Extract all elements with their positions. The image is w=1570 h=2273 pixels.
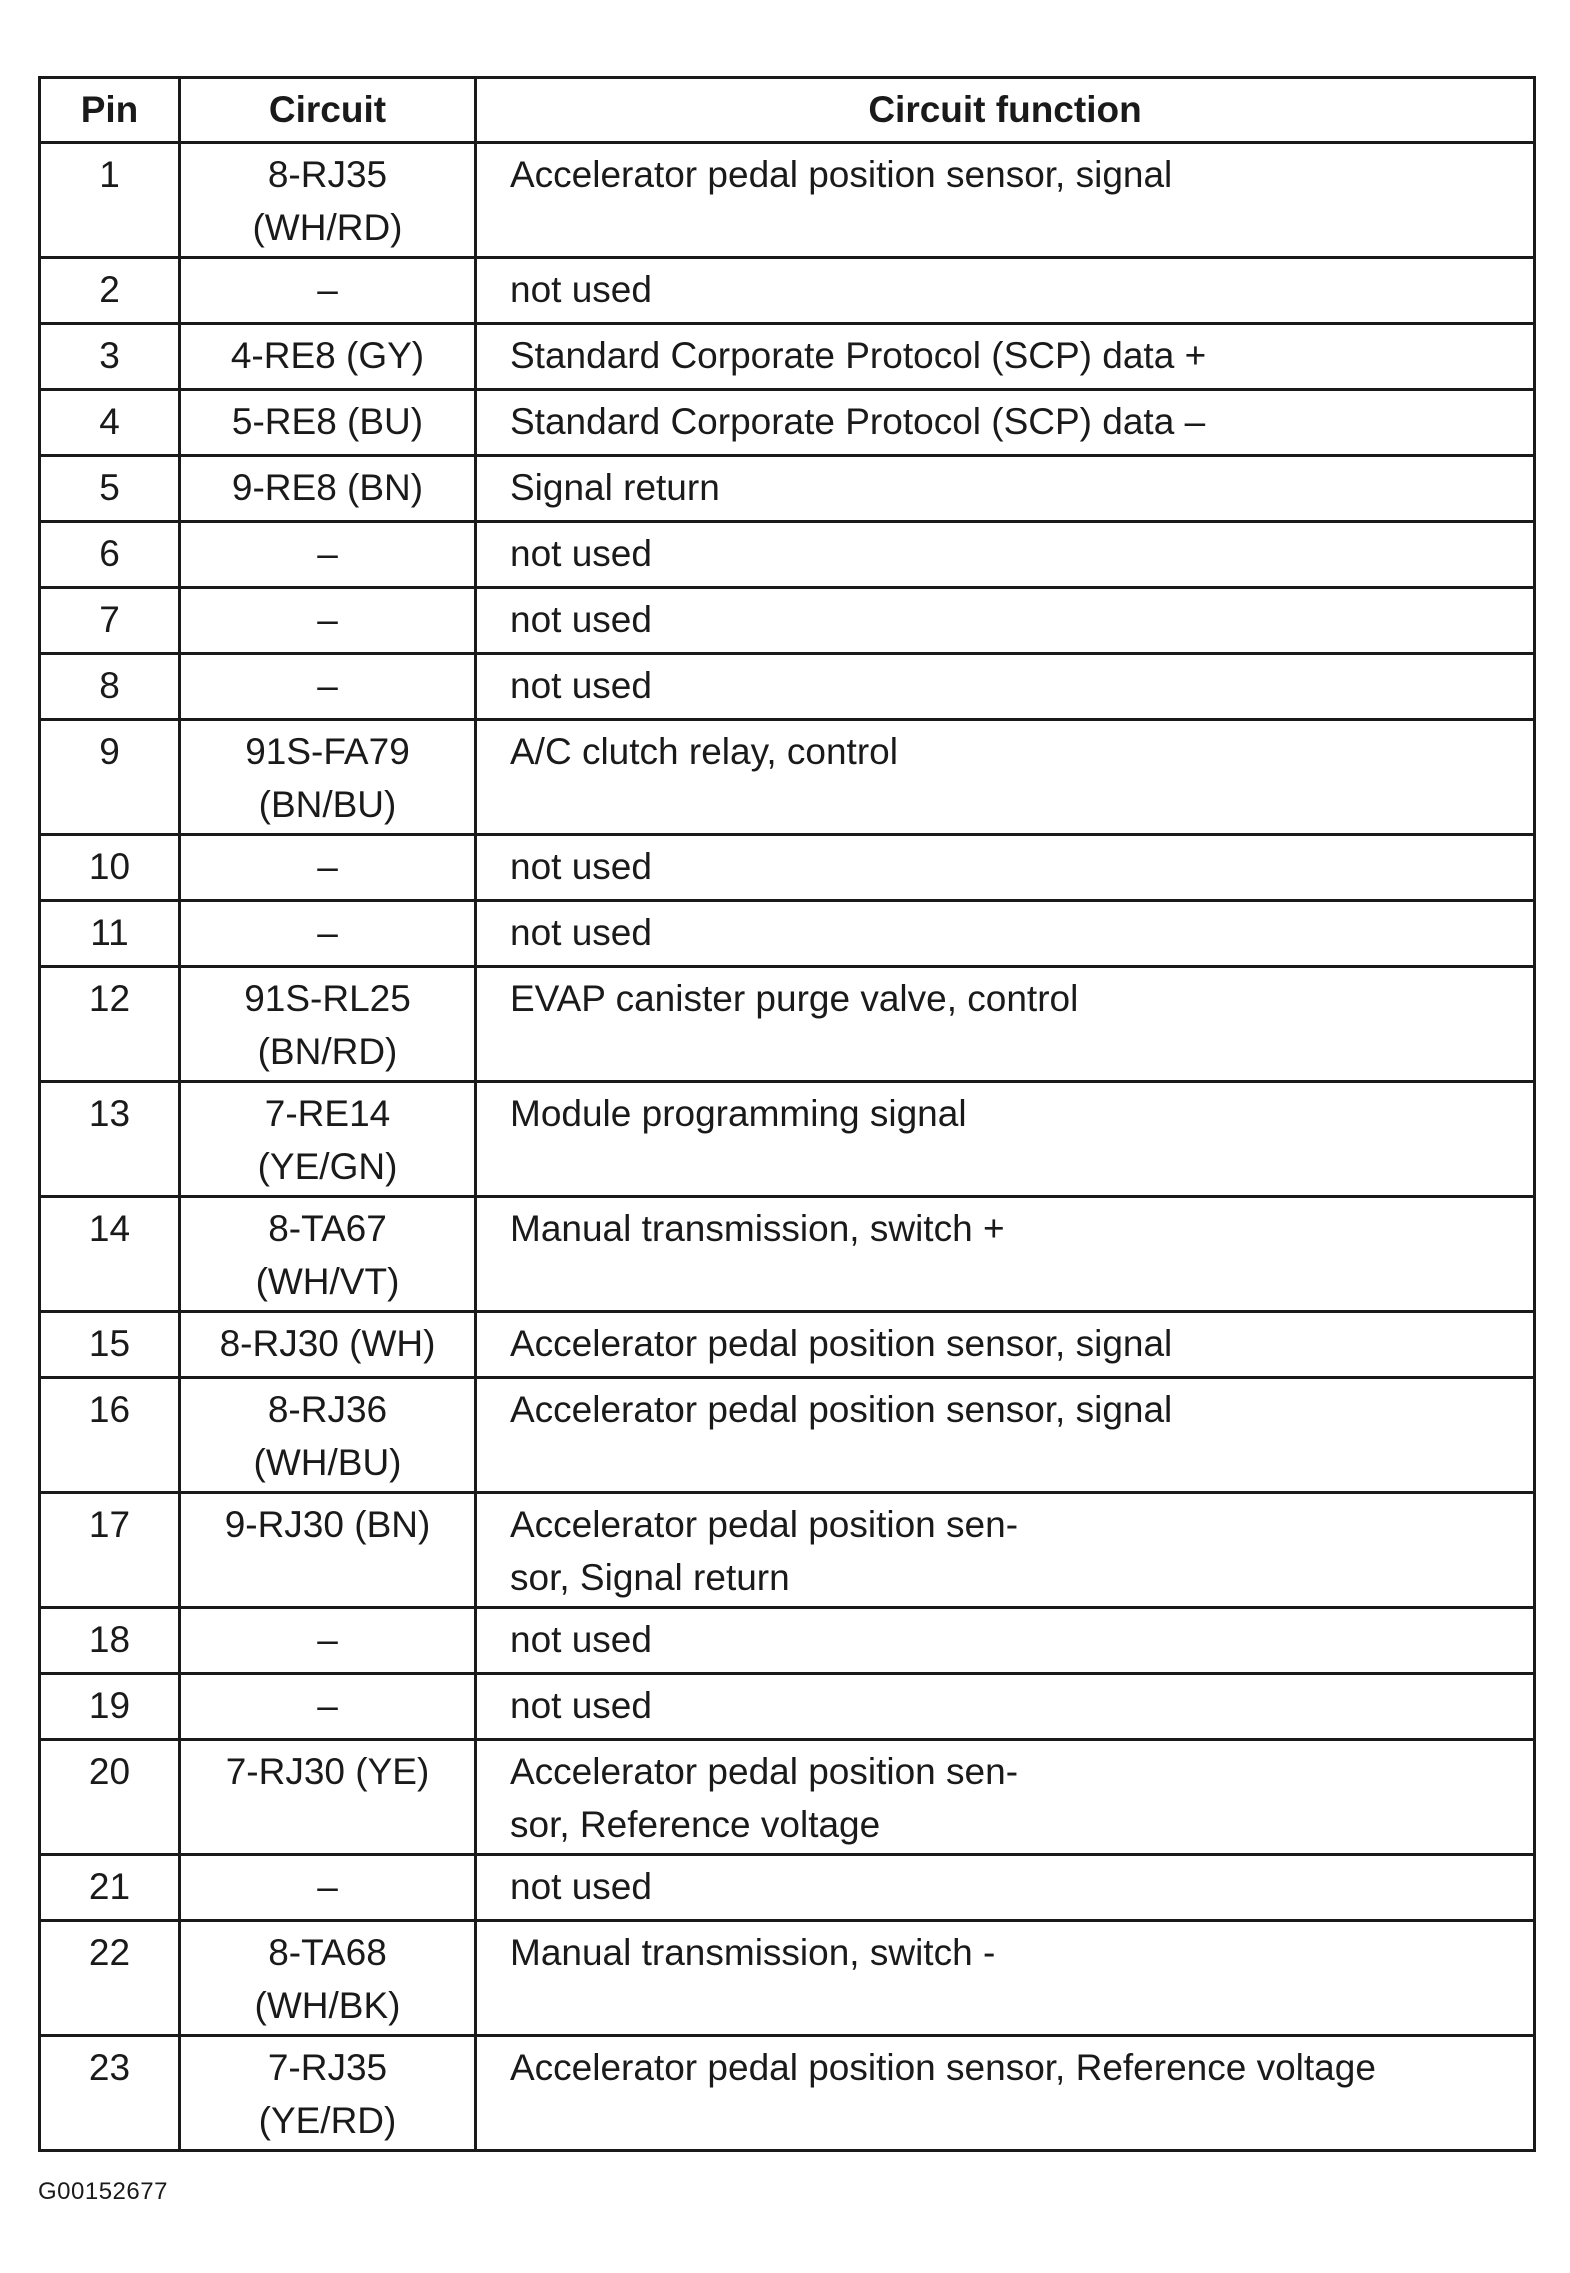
circuit-line: (BN/RD) bbox=[257, 1031, 398, 1072]
circuit-cell bbox=[180, 1493, 476, 1608]
circuit-line: 8-RJ36 bbox=[267, 1389, 388, 1430]
function-line: not used bbox=[510, 1685, 652, 1726]
table-row bbox=[40, 1378, 1535, 1493]
function-line: A/C clutch relay, control bbox=[510, 731, 898, 772]
table-row bbox=[40, 1312, 1535, 1378]
circuit-line: 4-RE8 (GY) bbox=[230, 335, 425, 376]
pin-cell: 20 bbox=[40, 1740, 180, 1855]
table-row bbox=[40, 522, 1535, 588]
circuit-line: 91S-FA79 bbox=[245, 731, 410, 772]
circuit-line: 9-RE8 (BN) bbox=[231, 467, 424, 508]
function-line: Manual transmission, switch + bbox=[510, 1208, 1005, 1249]
function-cell bbox=[476, 1740, 1535, 1855]
function-line: not used bbox=[510, 665, 652, 706]
circuit-line: – bbox=[317, 269, 338, 310]
circuit-line: 91S-RL25 bbox=[244, 978, 411, 1019]
circuit-cell bbox=[180, 390, 476, 456]
function-line: Accelerator pedal position sensor, signal bbox=[510, 154, 1173, 195]
table-row bbox=[40, 967, 1535, 1082]
header-row bbox=[40, 78, 1535, 143]
pin-cell: 5 bbox=[40, 456, 180, 522]
pin-cell: 3 bbox=[40, 324, 180, 390]
function-line: Manual transmission, switch - bbox=[510, 1932, 996, 1973]
function-cell bbox=[476, 901, 1535, 967]
circuit-cell bbox=[180, 1197, 476, 1312]
table-row bbox=[40, 901, 1535, 967]
circuit-line: (WH/BU) bbox=[253, 1442, 402, 1483]
function-line: Accelerator pedal position sensor, Reference voltage bbox=[510, 2047, 1376, 2088]
table-row bbox=[40, 1608, 1535, 1674]
function-cell bbox=[476, 522, 1535, 588]
circuit-line: – bbox=[317, 533, 338, 574]
circuit-line: – bbox=[317, 1866, 338, 1907]
function-line: Standard Corporate Protocol (SCP) data – bbox=[510, 401, 1206, 442]
function-line: Accelerator pedal position sen- bbox=[510, 1504, 1019, 1545]
function-cell bbox=[476, 654, 1535, 720]
figure-id: G00152677 bbox=[38, 2178, 168, 2205]
pin-cell: 16 bbox=[40, 1378, 180, 1493]
circuit-cell bbox=[180, 1312, 476, 1378]
circuit-cell bbox=[180, 720, 476, 835]
circuit-line: (WH/BK) bbox=[254, 1985, 401, 2026]
table-row bbox=[40, 1740, 1535, 1855]
circuit-line: 5-RE8 (BU) bbox=[231, 401, 424, 442]
function-cell bbox=[476, 1608, 1535, 1674]
circuit-cell bbox=[180, 588, 476, 654]
circuit-cell bbox=[180, 1674, 476, 1740]
pin-table bbox=[38, 76, 1536, 2152]
table-row bbox=[40, 835, 1535, 901]
function-line: not used bbox=[510, 269, 652, 310]
function-line: Signal return bbox=[510, 467, 720, 508]
table-row bbox=[40, 588, 1535, 654]
pin-cell: 9 bbox=[40, 720, 180, 835]
function-cell bbox=[476, 1378, 1535, 1493]
circuit-line: (WH/VT) bbox=[255, 1261, 400, 1302]
function-line: not used bbox=[510, 1866, 652, 1907]
circuit-line: 7-RJ30 (YE) bbox=[225, 1751, 430, 1792]
function-line: sor, Signal return bbox=[510, 1557, 790, 1598]
table-row bbox=[40, 456, 1535, 522]
pin-cell: 14 bbox=[40, 1197, 180, 1312]
circuit-line: – bbox=[317, 912, 338, 953]
circuit-cell bbox=[180, 456, 476, 522]
pin-cell: 4 bbox=[40, 390, 180, 456]
header-circuit: Circuit bbox=[180, 78, 476, 143]
circuit-cell bbox=[180, 901, 476, 967]
circuit-line: (YE/RD) bbox=[258, 2100, 397, 2141]
pin-cell: 15 bbox=[40, 1312, 180, 1378]
circuit-cell bbox=[180, 2036, 476, 2151]
function-line: Standard Corporate Protocol (SCP) data + bbox=[510, 335, 1207, 376]
function-cell bbox=[476, 1674, 1535, 1740]
function-line: not used bbox=[510, 599, 652, 640]
circuit-cell bbox=[180, 967, 476, 1082]
circuit-line: – bbox=[317, 1685, 338, 1726]
circuit-cell bbox=[180, 1740, 476, 1855]
circuit-cell bbox=[180, 835, 476, 901]
function-line: Accelerator pedal position sensor, signal bbox=[510, 1389, 1173, 1430]
pin-cell: 2 bbox=[40, 258, 180, 324]
circuit-line: 7-RE14 bbox=[264, 1093, 391, 1134]
function-line: Accelerator pedal position sen- bbox=[510, 1751, 1019, 1792]
function-cell bbox=[476, 324, 1535, 390]
pin-cell: 17 bbox=[40, 1493, 180, 1608]
header-function: Circuit function bbox=[476, 78, 1535, 143]
circuit-line: 8-TA67 bbox=[268, 1208, 387, 1249]
function-cell bbox=[476, 390, 1535, 456]
circuit-cell bbox=[180, 654, 476, 720]
circuit-line: 9-RJ30 (BN) bbox=[224, 1504, 431, 1545]
function-line: EVAP canister purge valve, control bbox=[510, 978, 1079, 1019]
circuit-line: – bbox=[317, 599, 338, 640]
table-row bbox=[40, 1197, 1535, 1312]
function-line: not used bbox=[510, 846, 652, 887]
header-pin: Pin bbox=[40, 78, 180, 143]
function-cell bbox=[476, 143, 1535, 258]
function-cell bbox=[476, 2036, 1535, 2151]
circuit-line: 8-RJ30 (WH) bbox=[219, 1323, 436, 1364]
table-row bbox=[40, 258, 1535, 324]
function-line: not used bbox=[510, 1619, 652, 1660]
pin-cell: 23 bbox=[40, 2036, 180, 2151]
circuit-line: 7-RJ35 bbox=[267, 2047, 388, 2088]
pin-cell: 18 bbox=[40, 1608, 180, 1674]
function-line: not used bbox=[510, 912, 652, 953]
table-row bbox=[40, 1855, 1535, 1921]
table-row bbox=[40, 324, 1535, 390]
function-line: not used bbox=[510, 533, 652, 574]
function-cell bbox=[476, 258, 1535, 324]
circuit-line: (YE/GN) bbox=[257, 1146, 398, 1187]
circuit-line: (BN/BU) bbox=[258, 784, 397, 825]
pin-cell: 10 bbox=[40, 835, 180, 901]
function-line: sor, Reference voltage bbox=[510, 1804, 881, 1845]
table-row bbox=[40, 1082, 1535, 1197]
pin-cell: 22 bbox=[40, 1921, 180, 2036]
table-row bbox=[40, 1921, 1535, 2036]
pin-cell: 21 bbox=[40, 1855, 180, 1921]
circuit-line: 8-RJ35 bbox=[267, 154, 388, 195]
function-line: Module programming signal bbox=[510, 1093, 967, 1134]
pin-cell: 12 bbox=[40, 967, 180, 1082]
function-cell bbox=[476, 1197, 1535, 1312]
circuit-cell bbox=[180, 1855, 476, 1921]
function-cell bbox=[476, 1855, 1535, 1921]
pin-cell: 11 bbox=[40, 901, 180, 967]
circuit-line: – bbox=[317, 846, 338, 887]
circuit-cell bbox=[180, 1921, 476, 2036]
pin-cell: 7 bbox=[40, 588, 180, 654]
table-row bbox=[40, 2036, 1535, 2151]
function-cell bbox=[476, 1082, 1535, 1197]
circuit-cell bbox=[180, 1608, 476, 1674]
circuit-cell bbox=[180, 1378, 476, 1493]
circuit-line: 8-TA68 bbox=[268, 1932, 387, 1973]
function-cell bbox=[476, 835, 1535, 901]
table-row bbox=[40, 1674, 1535, 1740]
function-cell bbox=[476, 967, 1535, 1082]
pin-cell: 1 bbox=[40, 143, 180, 258]
table-row bbox=[40, 720, 1535, 835]
circuit-cell bbox=[180, 1082, 476, 1197]
pin-cell: 19 bbox=[40, 1674, 180, 1740]
function-cell bbox=[476, 720, 1535, 835]
pin-cell: 8 bbox=[40, 654, 180, 720]
circuit-line: – bbox=[317, 665, 338, 706]
circuit-cell bbox=[180, 324, 476, 390]
table-row bbox=[40, 654, 1535, 720]
function-cell bbox=[476, 1921, 1535, 2036]
circuit-line: (WH/RD) bbox=[252, 207, 403, 248]
function-cell bbox=[476, 1493, 1535, 1608]
pin-cell: 13 bbox=[40, 1082, 180, 1197]
circuit-line: – bbox=[317, 1619, 338, 1660]
function-line: Accelerator pedal position sensor, signal bbox=[510, 1323, 1173, 1364]
pin-cell: 6 bbox=[40, 522, 180, 588]
function-cell bbox=[476, 456, 1535, 522]
circuit-cell bbox=[180, 258, 476, 324]
table-row bbox=[40, 1493, 1535, 1608]
circuit-cell bbox=[180, 143, 476, 258]
function-cell bbox=[476, 1312, 1535, 1378]
table-body bbox=[40, 143, 1535, 2151]
table-row bbox=[40, 143, 1535, 258]
table-row bbox=[40, 390, 1535, 456]
function-cell bbox=[476, 588, 1535, 654]
circuit-cell bbox=[180, 522, 476, 588]
